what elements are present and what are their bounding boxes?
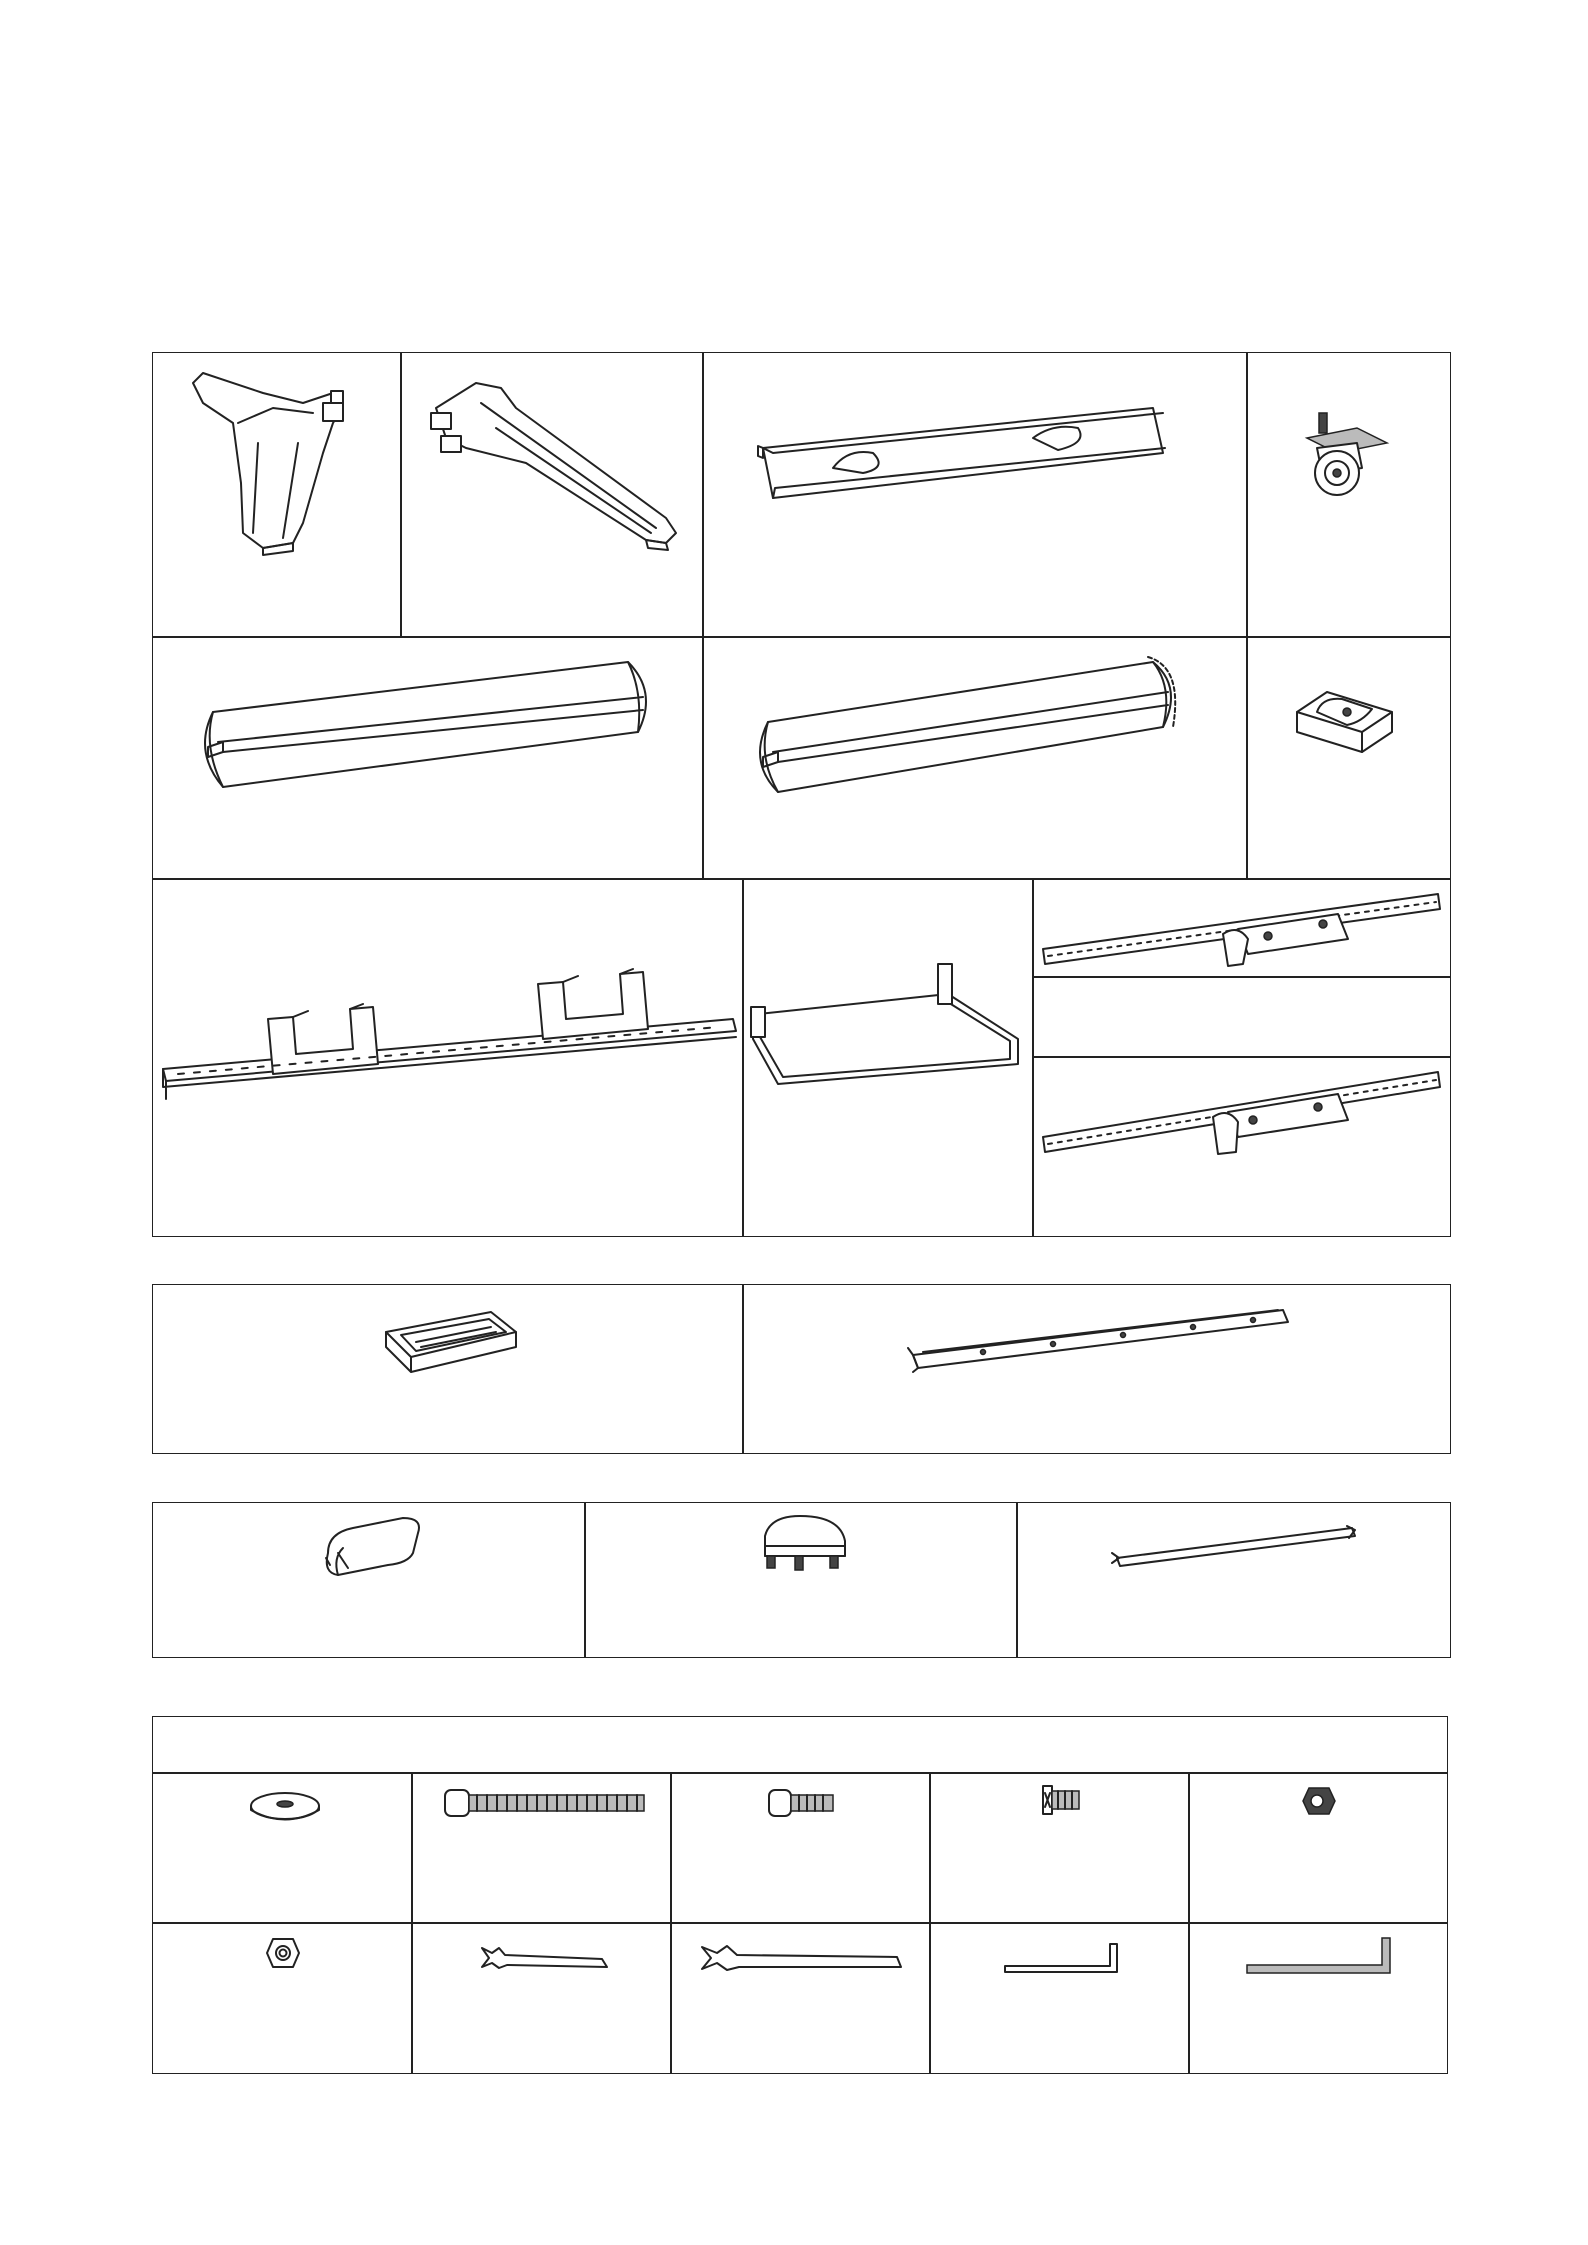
part-cell-mounting-rail [152,878,744,1237]
column-lower-icon [188,652,668,842]
part-cell-end-cap [152,1502,586,1658]
hardware-header [152,1716,1448,1774]
end-cap-icon [318,1513,428,1583]
mounting-rail-icon [158,949,738,1109]
part-cell-small-nut [152,1922,413,2074]
part-cell-countersunk-screw [929,1772,1190,1924]
straight-leg-icon [426,368,686,568]
caster-wheel-icon [1297,408,1397,508]
part-cell-washer [152,1772,413,1924]
u-bracket-icon [748,959,1028,1099]
part-cell-hex-nut [1188,1772,1448,1924]
top-cover-icon [755,1511,855,1586]
part-cell-long-bolt [411,1772,672,1924]
column-cap-icon [1292,677,1402,767]
tv-bracket-arm-left-icon [1038,884,1448,974]
part-cell-small-wrench [411,1922,672,2074]
part-cell-flat-bar [1016,1502,1451,1658]
shelf-rail-icon [903,1300,1303,1380]
cross-beam-icon [753,398,1193,518]
shelf-tray-icon [381,1307,521,1377]
column-upper-icon [743,647,1213,837]
part-cell-cross-beam [702,352,1248,638]
washer-icon [248,1789,322,1823]
part-cell-shelf-tray [152,1284,744,1454]
large-wrench-icon [699,1941,904,1975]
part-cell-short-bolt [670,1772,931,1924]
countersunk-screw-icon [1040,1783,1082,1817]
part-cell-top-cover [584,1502,1018,1658]
part-cell-large-wrench [670,1922,931,2074]
large-allen-key-icon [1244,1935,1394,1977]
flat-bar-icon [1107,1518,1367,1578]
small-allen-key-icon [1002,1941,1120,1977]
part-cell-column-upper [702,636,1248,880]
part-cell-caster-wheel [1246,352,1451,638]
part-cell-u-bracket [742,878,1034,1237]
part-cell-tv-bracket-arm-left [1032,878,1451,978]
tv-bracket-arm-right-icon [1038,1062,1448,1162]
part-cell-curved-leg [152,352,402,638]
part-cell-column-cap [1246,636,1451,880]
part-cell-shelf-rail [742,1284,1451,1454]
curved-leg-icon [183,363,383,563]
small-wrench-icon [477,1943,612,1973]
part-cell-tv-bracket-arm-right [1032,1056,1451,1237]
part-cell-column-lower [152,636,704,880]
hex-nut-icon [1301,1785,1337,1817]
part-cell-straight-leg [400,352,704,638]
small-nut-icon [265,1936,301,1970]
short-bolt-icon [766,1785,836,1821]
part-cell-blank [1032,976,1451,1058]
part-cell-small-allen-key [929,1922,1190,2074]
part-cell-large-allen-key [1188,1922,1448,2074]
long-bolt-icon [442,1785,647,1821]
